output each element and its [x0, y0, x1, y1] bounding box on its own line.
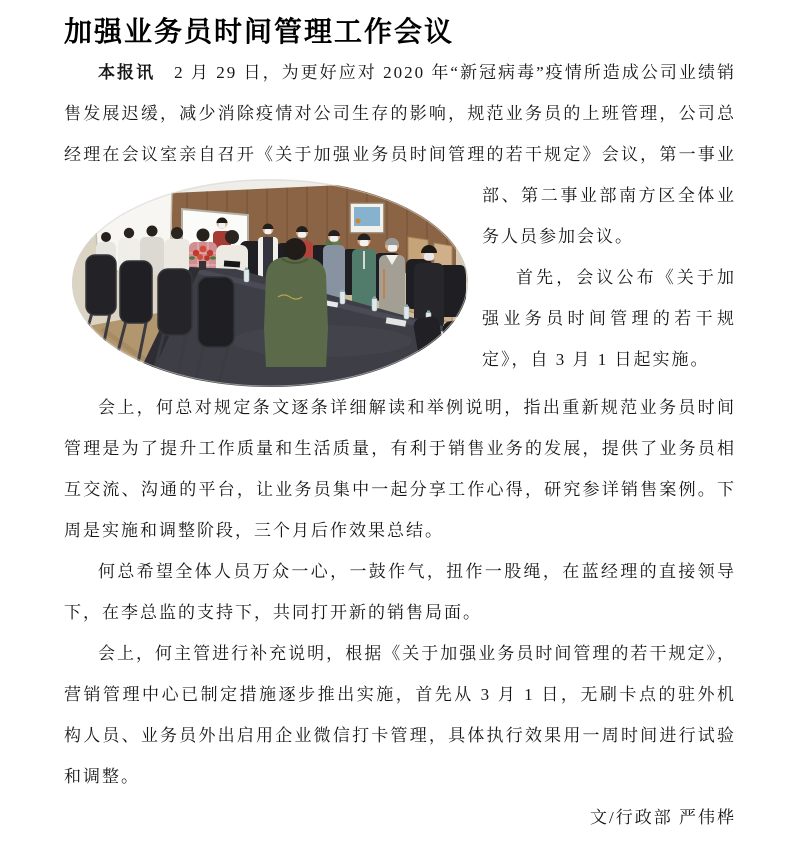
paragraph-intro	[64, 52, 736, 257]
paragraph-3: 会上，何总对规定条文逐条详细解读和举例说明，指出重新规范业务员时间管理是为了提升工作质量和生活质量，有利于销售业务的发展，提供了业务员相互交流、沟通的平台，让业务员集中一起分享工作心得，研究参详销售案例。下周是实施和调整阶段，三个月后作效果总结。	[64, 398, 736, 540]
paragraph-2: 首先，会议公布《关于加强业务员时间管理的若干规定》，自 3 月 1 日起实施。	[482, 268, 736, 369]
paragraph-lead: 本报讯	[98, 63, 156, 82]
article-body	[64, 52, 736, 838]
projector-screen-bar	[92, 183, 172, 187]
meeting-photo-illustration	[72, 179, 468, 387]
page-title: 加强业务员时间管理工作会议	[64, 17, 455, 48]
laptop	[224, 260, 240, 267]
paragraph-5: 会上，何主管进行补充说明，根据《关于加强业务员时间管理的若干规定》，营销管理中心已制定措施逐步推出实施，首先从 3 月 1 日，无刷卡点的驻外机构人员、业务员外出启用企业微信打卡管理，具体执行效果用一周时间进行试验和调整。	[64, 644, 736, 786]
paragraph-intro-continued: 业部、第二事业部南方区全体业务人员参加会议。	[482, 145, 736, 246]
meeting-photo	[72, 179, 468, 387]
paragraph-intro-text: 2 月 29 日，为更好应对 2020 年“新冠病毒”疫情所造成公司业绩销售发展迟缓，减少消除疫情对公司生存的影响，规范业务员的上班管理，公司总经理在会议室亲自召开《关于加强业务员时间管理的若干规定》会议，第一事	[64, 63, 737, 164]
paragraph-4: 何总希望全体人员万众一心，一鼓作气，扭作一股绳，在蓝经理的直接领导下，在李总监的支持下，共同打开新的销售局面。	[64, 562, 736, 622]
author-byline: 文/行政部 严伟桦	[590, 808, 736, 827]
